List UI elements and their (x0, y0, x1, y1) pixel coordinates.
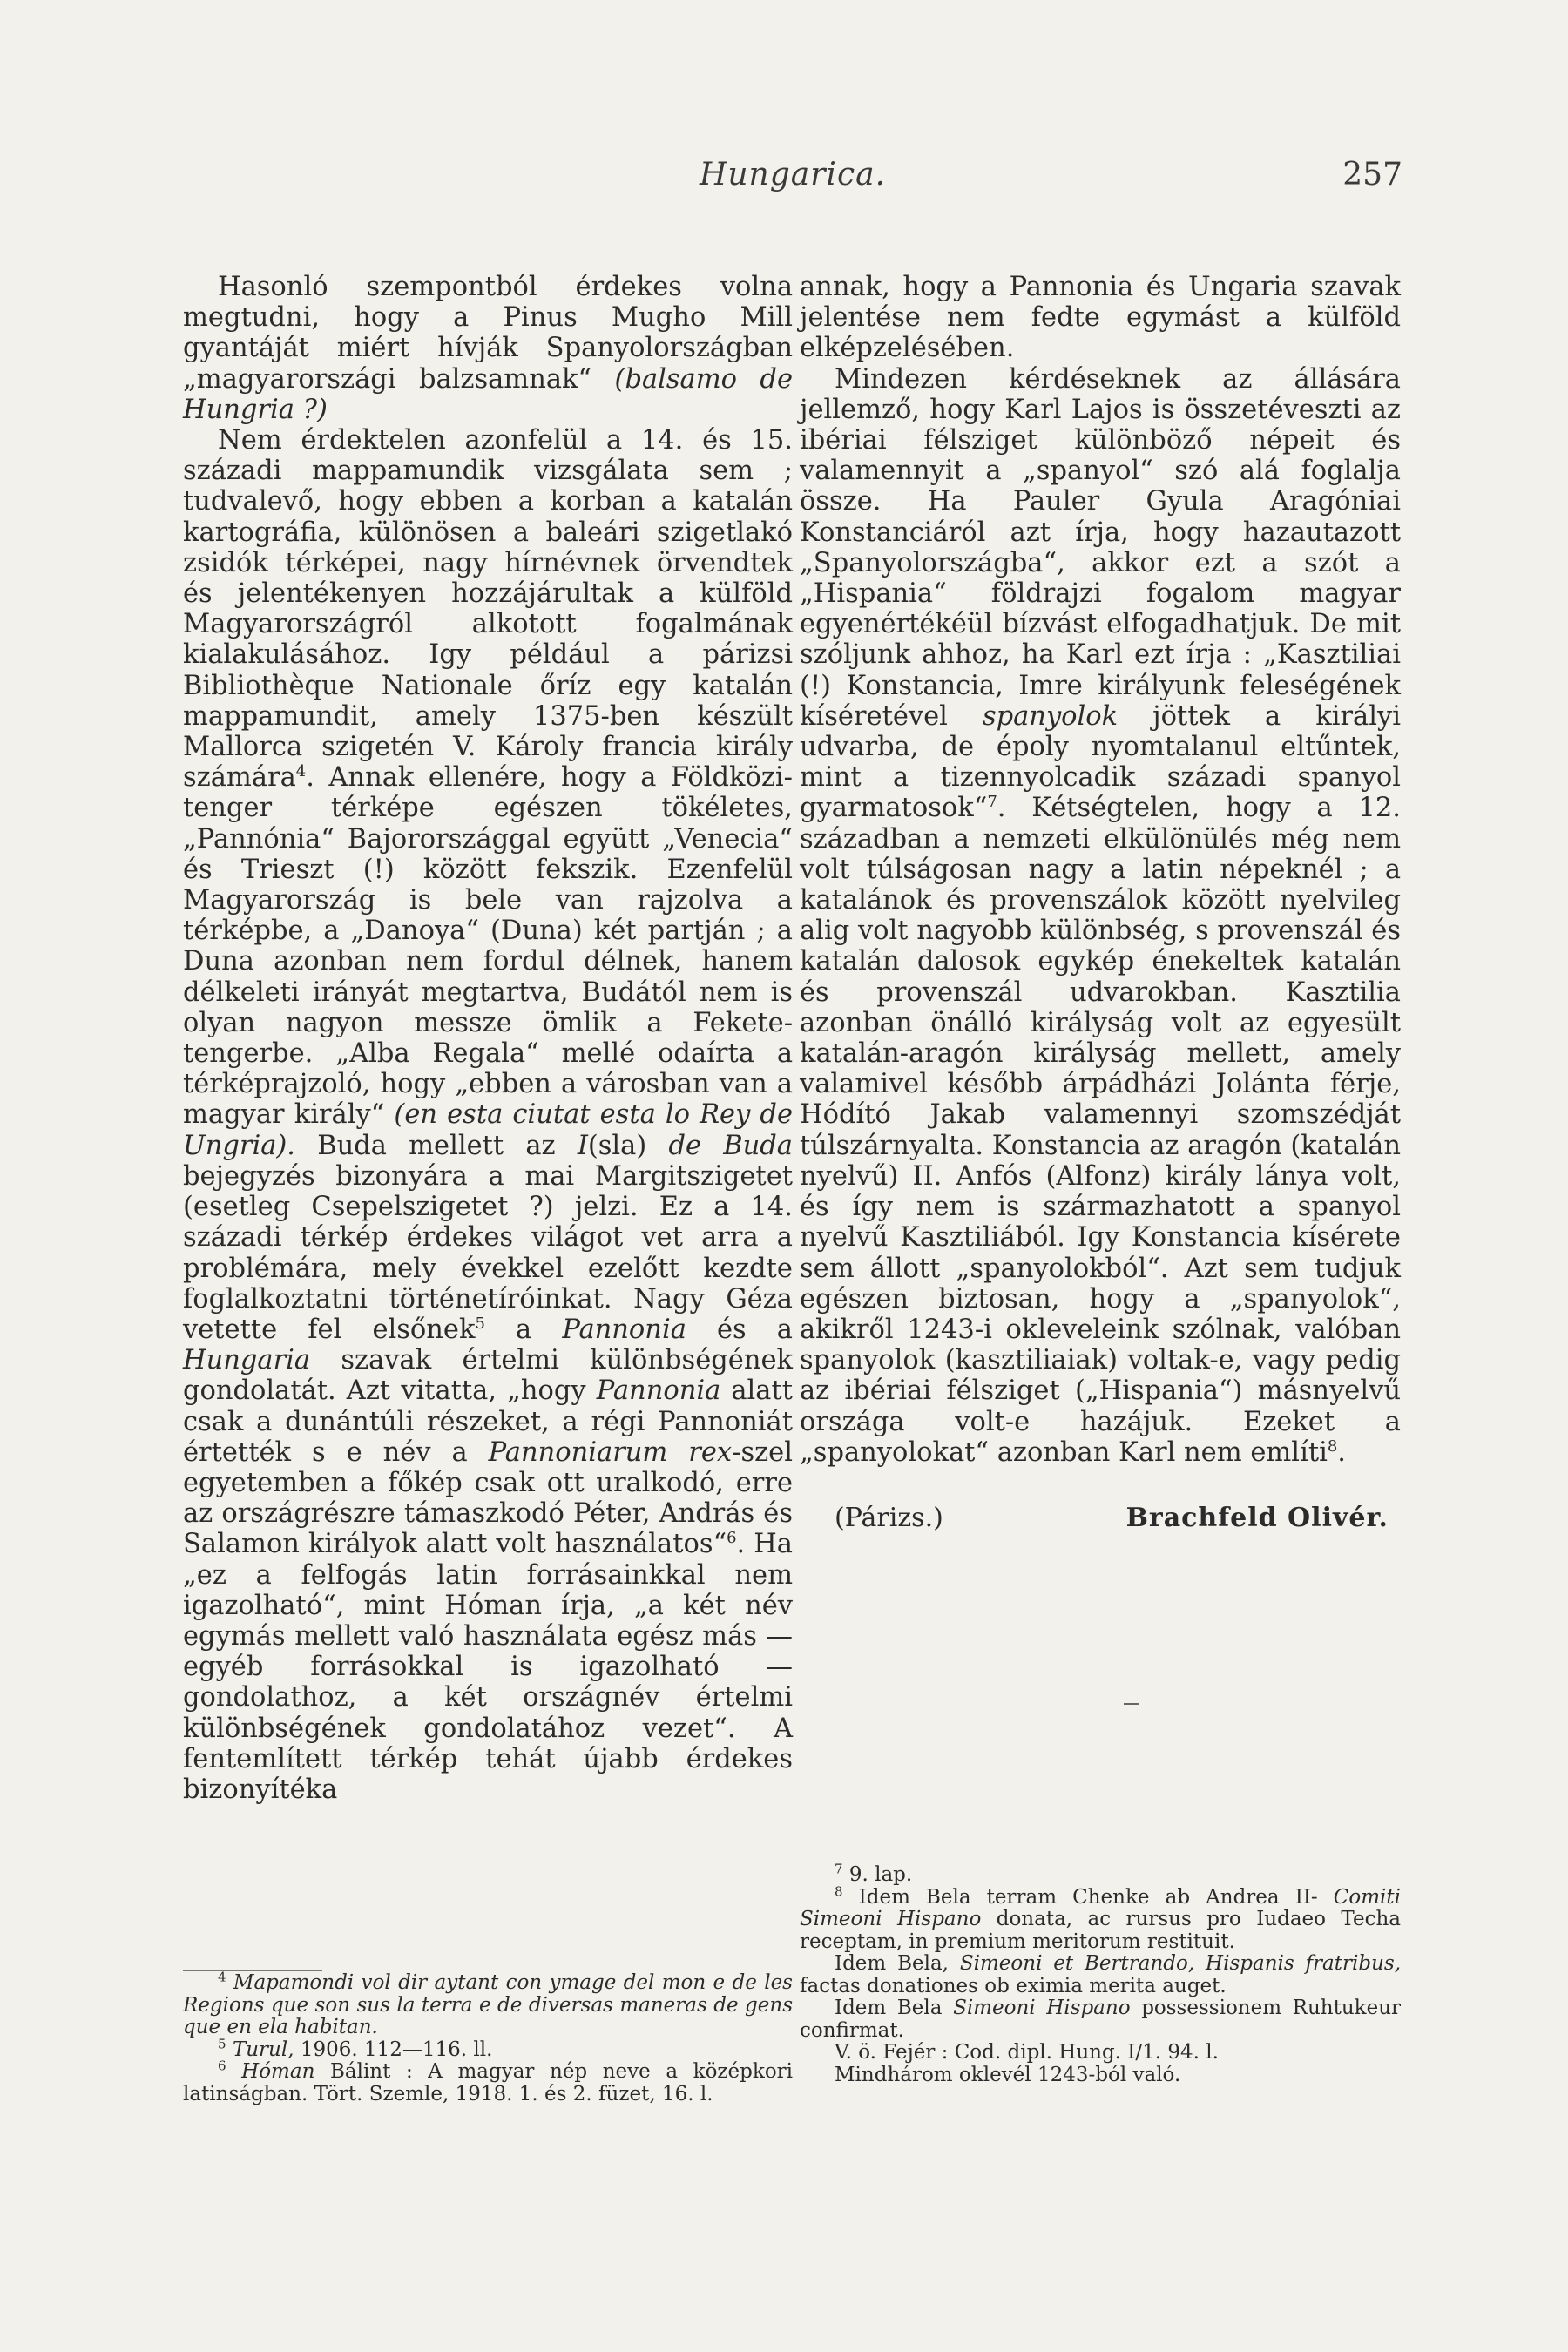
running-head (183, 157, 1402, 200)
text-run: Idem Bela (835, 1997, 943, 2019)
text-run: 9. lap. (848, 1863, 913, 1886)
footnote (183, 2035, 793, 2062)
text-run: bejegyzés bizonyára a mai Margitszigetet (esetleg Csepelszigetet ?) jelzi. Ez a 14. századi térkép érdekes világot vet arra a problémára, mely évekkel ezelőtt kezdte foglalkoztatni történetíróinkat. Nagy Géza vetette fel elsőnek (183, 1160, 793, 1345)
right-footnotes (800, 1861, 1402, 2086)
footnote-mark: 7 (835, 1861, 843, 1877)
footnote-ref: 6 (727, 1529, 737, 1548)
footnote-mark: 4 (218, 1969, 226, 1985)
italic-text: Turul, (232, 2038, 294, 2061)
footnote (183, 1969, 793, 2039)
text-run: donata, ac rursus pro Iudaeo Techa receptam, in premium meritorum restituit. (800, 1908, 1401, 1953)
running-title: Hungarica. (699, 157, 887, 193)
place-of-writing: (Párizs.) (835, 1502, 943, 1533)
footnote-line (800, 1997, 1401, 2042)
italic-text: Pannonia (562, 1314, 686, 1345)
text-run: Idem Bela, (835, 1952, 949, 1975)
text-run: Buda mellett az (317, 1130, 556, 1161)
author-name: Brachfeld Olivér. (1125, 1502, 1389, 1533)
text-run: . Ha „ez a felfogás latin forrásainkkal nem igazolható“, mint Hóman írja, „a két név egymás mellett való használata egész más — egyéb forrásokkal is igazolható — gondolathoz, a két országnév értelmi különbségének gondolatához vezet“. A fentemlített térkép tehát újabb érdekes bizonyítéka (183, 1529, 793, 1805)
text-run: Mindezen kérdéseknek az állására jellemző, hogy Karl Lajos is összetéveszti az ibériai félsziget különböző népeit és valamennyit a „spanyol“ szó alá foglalja össze. Ha Pauler Gyula Aragóniai Konstanciáról azt írja, hogy hazautazott „Spanyolországba“, akkor ezt a szót a „Hispania“ földrajzi fogalom magyar egyenértékéül bízvást elfogadhatjuk. De mit szóljunk ahhoz, ha Karl ezt írja : „Kasztiliai (!) Konstancia, Imre királyunk feleségének kíséretével (800, 363, 1401, 732)
footnote-ref: 8 (1327, 1436, 1338, 1456)
footnote (800, 1882, 1401, 1954)
paragraph: annak, hogy a Pannonia és Ungaria szavak jelentése nem fedte egymást a külföld elképzelésében. (800, 272, 1401, 364)
text-run: alatt csak a dunántúli részeket, a régi Pannoniát értették s e név a (183, 1375, 793, 1468)
left-column-text (183, 272, 793, 1805)
right-column (800, 272, 1401, 1533)
italic-text: Pannoniarum rex (488, 1436, 733, 1468)
text-run: a (516, 1314, 532, 1345)
italic-text: Hungaria (183, 1345, 311, 1376)
footnote-ref: 4 (295, 762, 307, 781)
footnote-divider (1124, 1703, 1139, 1705)
signature-line (800, 1503, 1401, 1533)
footnote-mark: 6 (218, 2058, 226, 2074)
italic-text: (en esta ciutat esta lo Rey de Ungria). (183, 1099, 793, 1161)
italic-text: (balsamo de Hungria ?) (183, 363, 793, 425)
text-run: -szel egyetemben a főkép csak ott uralkodó, erre az országrészre támaszkodó Péter, András és Salamon királyok alatt volt használatos“ (183, 1436, 793, 1560)
italic-text: Simeoni et Bertrando, Hispanis fratribus, (959, 1952, 1402, 1975)
text-run: Nem érdektelen azonfelül a 14. és 15. századi mappamundik vizsgálata sem ; tudvalevő, hogy ebben a korban a katalán kartográfia, különösen a baleári szigetlakó zsidók térképei, nagy hírnévnek örvendtek és jelentékenyen hozzájárultak a külföld Magyarországról alkotott fogalmának kialakulásához. Igy például a párizsi Bibliothèque Nationale őríz egy katalán mappamundit, amely 1375-ben készült Mallorca szigetén V. Károly francia király számára (183, 425, 793, 794)
text-run: Bálint : A magyar nép neve a középkori latinságban. Tört. Szemle, 1918. 1. és 2. füzet, 16. l. (183, 2060, 794, 2105)
footnote-line: Mindhárom oklevél 1243-ból való. (835, 2063, 1181, 2086)
text-run: . (1337, 1436, 1346, 1468)
left-footnotes (183, 1969, 794, 2105)
footnote-mark: 8 (835, 1882, 843, 1899)
text-run: possessionem Ruhtukeur confirmat. (800, 1997, 1401, 2042)
page-number: 257 (1342, 157, 1402, 193)
text-run: jöttek a királyi udvarba, de époly nyomtalanul eltűntek, mint a tizennyolcadik századi spanyol gyarmatosok“ (800, 700, 1401, 824)
italic-text: Mapamondi vol dir aytant con ymage del mon e de les Regions que son sus la terra e de diversas maneras de gens que en ela habitan. (183, 1971, 793, 2038)
left-column (183, 272, 793, 1805)
paragraph (183, 272, 793, 425)
footnote (183, 2058, 794, 2105)
italic-text: Pannonia (596, 1375, 721, 1407)
text-run: 1906. 112—116. ll. (300, 2038, 493, 2061)
text-run: factas donationes ob eximia merita auget. (800, 1974, 1227, 1997)
italic-text: Comiti Simeoni Hispano (800, 1885, 1401, 1930)
italic-text: Hóman (241, 2060, 315, 2083)
footnote-mark: 5 (218, 2035, 226, 2051)
right-column-text (800, 272, 1401, 1468)
paragraph (800, 364, 1401, 1468)
footnote-ref: 5 (475, 1314, 485, 1333)
footnote-line (800, 1953, 1401, 1997)
text-run: . Kétségtelen, hogy a 12. században a nemzeti elkülönülés még nem volt túlságosan nagy a latin népeknél ; a katalánok és provenszálok között nyelvileg alig volt nagyobb különbség, s provenszál és katalán dalosok egykép énekeltek katalán és provenszál udvarokban. Kasztilia azonban önálló királyság volt az egyesült katalán-aragón királyság mellett, amely valamivel később árpádházi Jolánta férje, Hódító Jakab valamennyi szomszédját túlszárnyalta. Konstancia az aragón (katalán nyelvű) II. Anfós (Alfonz) király lánya volt, és így nem is származhatott a spanyol nyelvű Kasztiliából. Igy Konstancia kísérete sem állott „spanyolokból“. Azt sem tudjuk egészen biztosan, hogy a „spanyolok“, akikről 1243-i okleveleink szólnak, valóban spanyolok (kasztiliaiak) voltak-e, vagy pedig az ibériai félsziget („Hispania“) másnyelvű országa volt-e hazájuk. Ezeket a „spanyolokat“ azonban Karl nem említi (800, 793, 1401, 1468)
italic-text: de Buda (668, 1130, 793, 1161)
text-run: Hasonló szempontból érdekes volna megtudni, hogy a Pinus Mugho Mill gyantáját miért hívják Spanyolországban „magyarországi balzsamnak“ (183, 272, 793, 395)
text-run: szavak értelmi különbségének gondolatát. Azt vitatta, „hogy (183, 1345, 793, 1407)
footnote (800, 1861, 1401, 1887)
italic-text: Simeoni Hispano (953, 1997, 1131, 2019)
text-run: (sla) (587, 1130, 647, 1161)
italic-text: spanyolok (982, 700, 1119, 732)
text-run: Idem Bela terram Chenke ab Andrea II- (858, 1885, 1318, 1909)
text-run: . Annak ellenére, hogy a Földközi-tenger térképe egészen tökéletes, „Pannónia“ Bajorországgal együtt „Venecia“ és Trieszt (!) között fekszik. Ezenfelül Magyarország is bele van rajzolva a térképbe, a „Danoya“ (Duna) két partján ; a Duna azonban nem fordul délnek, hanem délkeleti irányát megtartva, Budától nem is olyan nagyon messze ömlik a Fekete-tengerbe. „Alba Regala“ mellé odaírta a térképrajzoló, hogy „ebben a városban van a magyar király“ (183, 762, 793, 1131)
italic-text: I (577, 1130, 588, 1161)
paragraph (183, 425, 793, 1805)
footnote-line: V. ö. Fejér : Cod. dipl. Hung. I/1. 94. l. (835, 2041, 1219, 2064)
text-run: és a (717, 1314, 793, 1345)
footnote-ref: 7 (987, 793, 997, 812)
